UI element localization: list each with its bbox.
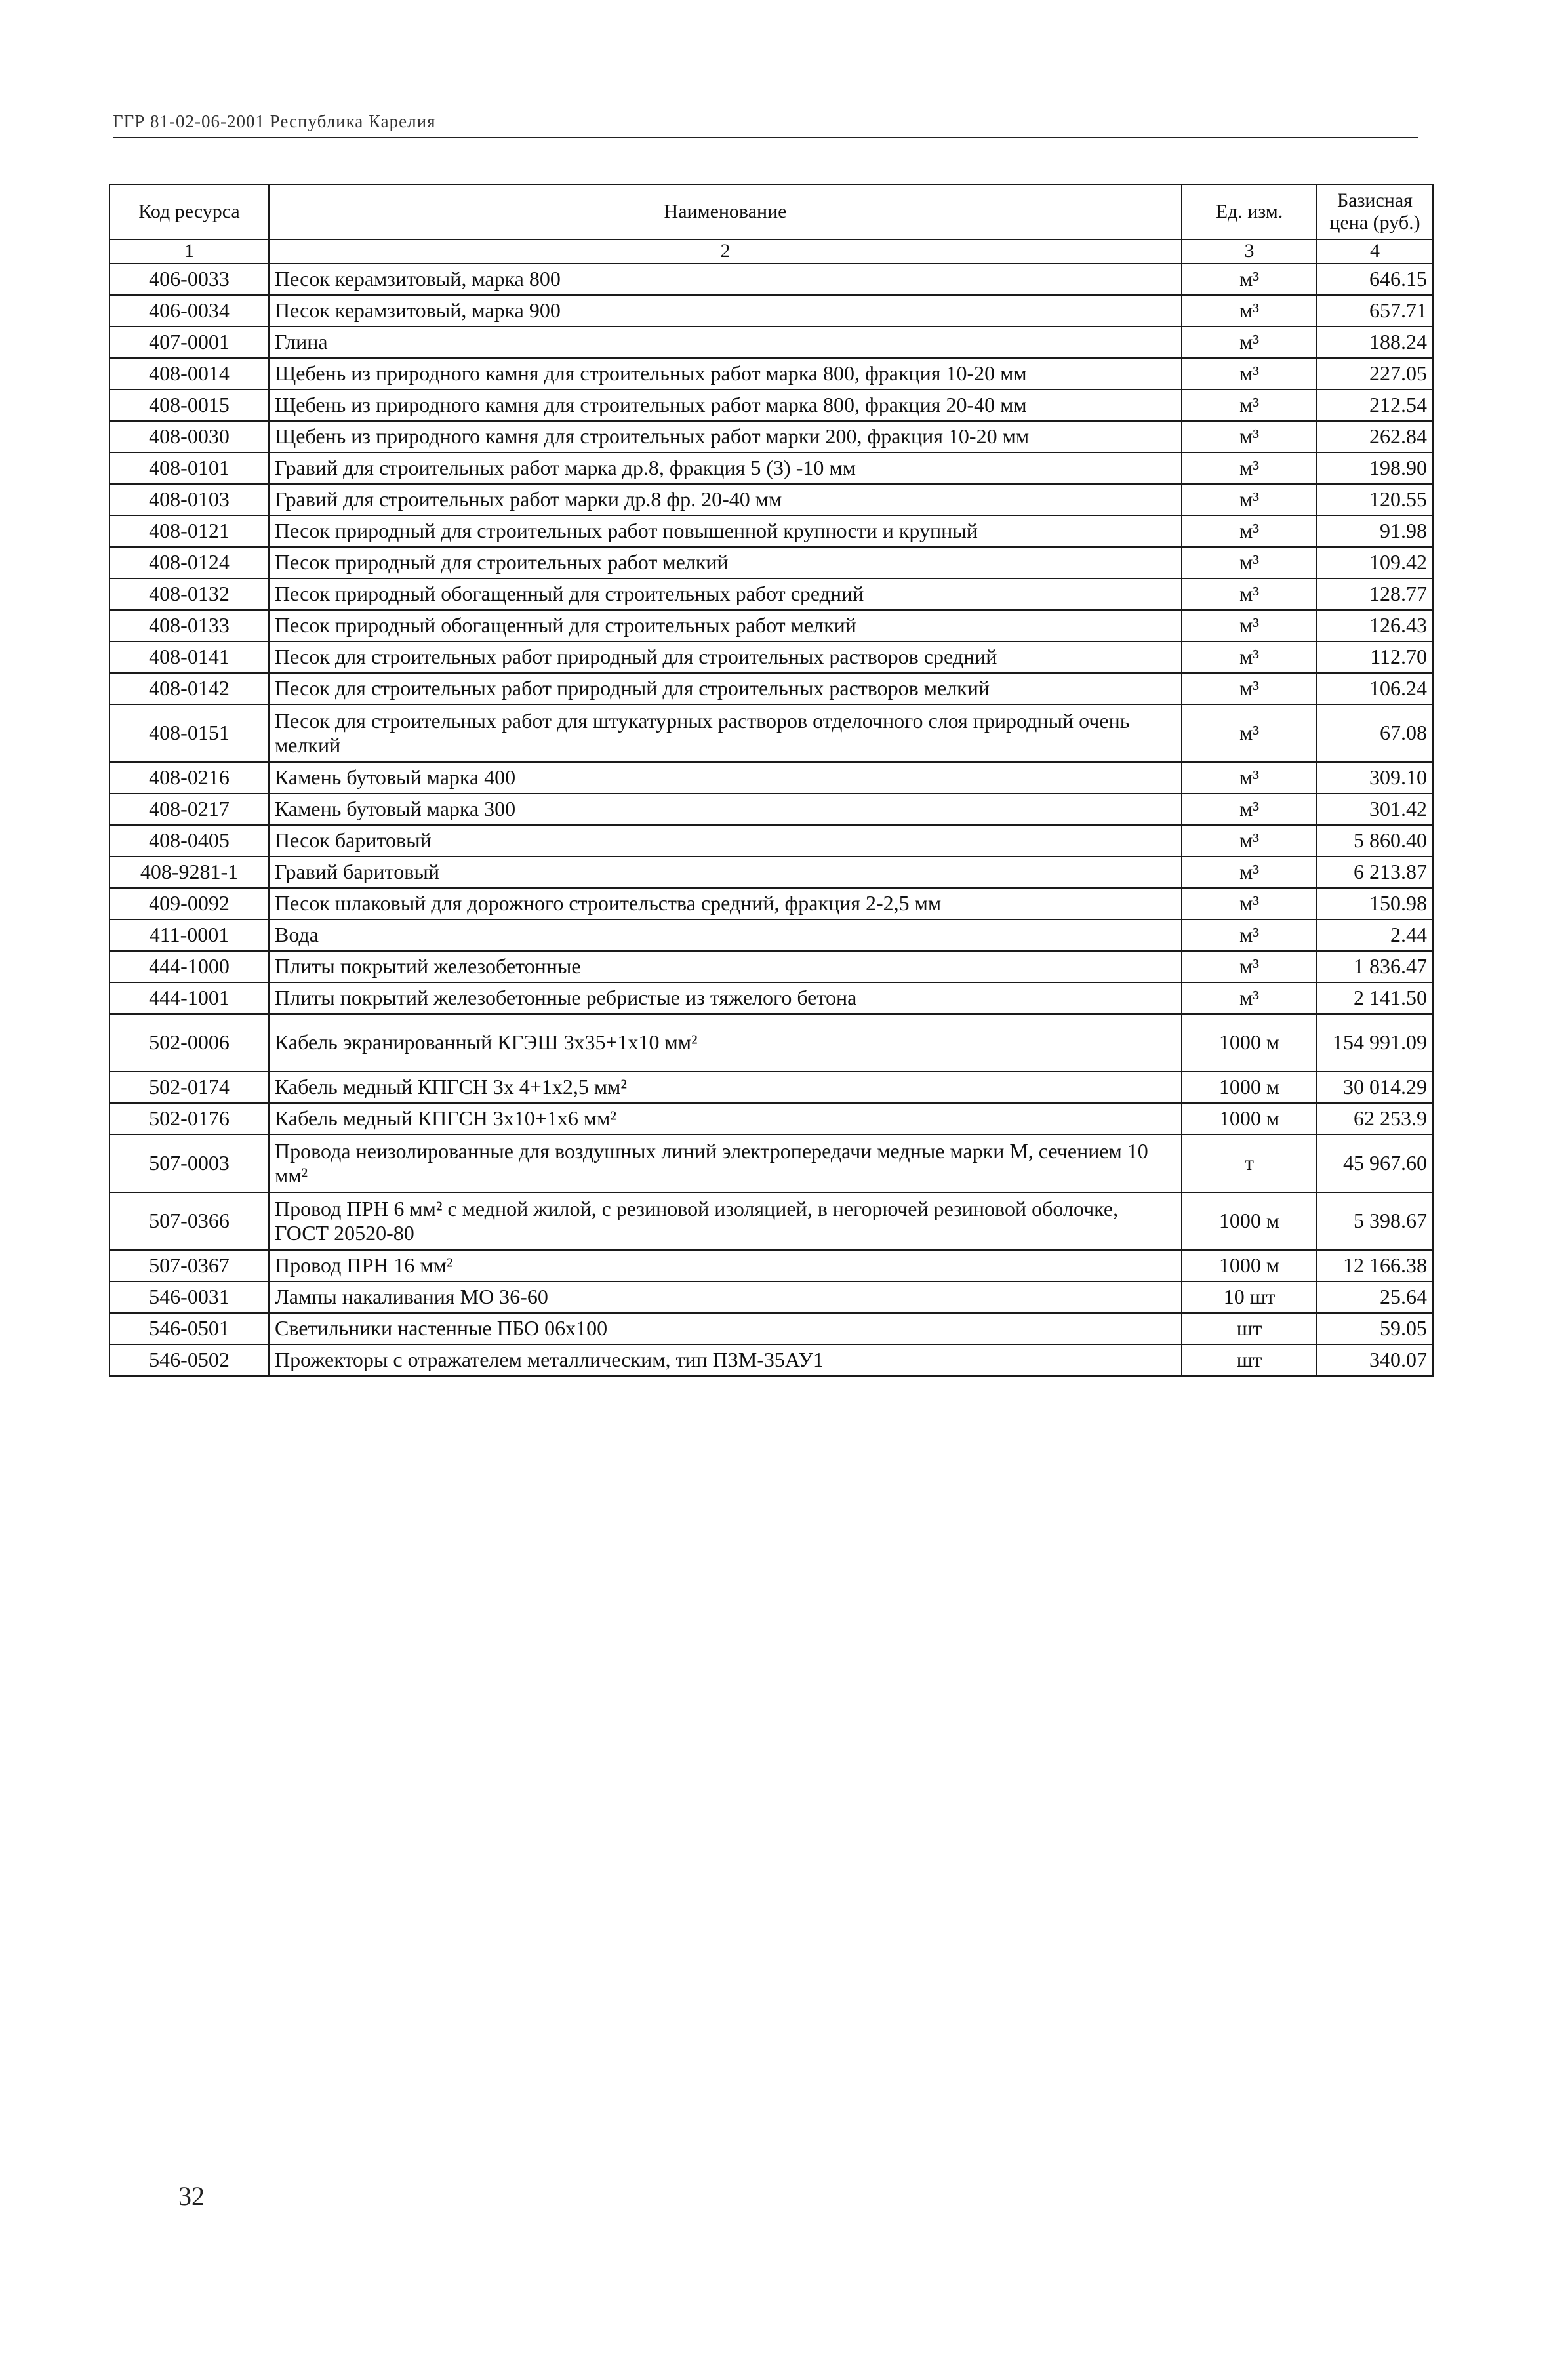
column-number: 4	[1317, 239, 1433, 264]
cell-unit: м³	[1182, 888, 1317, 919]
cell-price: 2 141.50	[1317, 982, 1433, 1014]
cell-code: 408-0121	[110, 515, 269, 547]
cell-name: Плиты покрытий железобетонные	[269, 951, 1182, 982]
cell-name: Провод ПРН 16 мм²	[269, 1250, 1182, 1281]
table-row	[110, 515, 1433, 547]
table-row	[110, 1250, 1433, 1281]
cell-price: 59.05	[1317, 1313, 1433, 1344]
cell-unit: м³	[1182, 794, 1317, 825]
cell-name: Песок природный обогащенный для строительных работ средний	[269, 578, 1182, 610]
cell-price: 309.10	[1317, 762, 1433, 794]
cell-unit: м³	[1182, 982, 1317, 1014]
cell-unit: м³	[1182, 856, 1317, 888]
cell-unit: м³	[1182, 610, 1317, 641]
cell-code: 507-0003	[110, 1135, 269, 1192]
cell-price: 154 991.09	[1317, 1014, 1433, 1072]
table-header-row	[110, 184, 1433, 239]
cell-code: 408-0030	[110, 421, 269, 453]
cell-name: Провода неизолированные для воздушных линий электропередачи медные марки М, сечением 10 мм²	[269, 1135, 1182, 1192]
cell-unit: м³	[1182, 390, 1317, 421]
table-body	[110, 264, 1433, 1376]
cell-price: 646.15	[1317, 264, 1433, 295]
table-row	[110, 578, 1433, 610]
table-row	[110, 1014, 1433, 1072]
cell-unit: 1000 м	[1182, 1250, 1317, 1281]
cell-code: 407-0001	[110, 327, 269, 358]
cell-unit: м³	[1182, 547, 1317, 578]
cell-unit: м³	[1182, 264, 1317, 295]
document-header: ГГР 81-02-06-2001 Республика Карелия	[113, 111, 1418, 138]
resource-price-table	[109, 184, 1434, 1377]
cell-price: 25.64	[1317, 1281, 1433, 1313]
cell-unit: м³	[1182, 453, 1317, 484]
cell-code: 444-1001	[110, 982, 269, 1014]
cell-price: 262.84	[1317, 421, 1433, 453]
cell-name: Вода	[269, 919, 1182, 951]
table-row	[110, 1313, 1433, 1344]
table-row	[110, 1344, 1433, 1376]
cell-name: Глина	[269, 327, 1182, 358]
table-row	[110, 641, 1433, 673]
table-row	[110, 610, 1433, 641]
cell-code: 408-0151	[110, 704, 269, 762]
cell-name: Песок для строительных работ для штукатурных растворов отделочного слоя природный очень мелкий	[269, 704, 1182, 762]
cell-unit: м³	[1182, 919, 1317, 951]
cell-price: 45 967.60	[1317, 1135, 1433, 1192]
cell-unit: м³	[1182, 673, 1317, 704]
table-row	[110, 888, 1433, 919]
cell-unit: м³	[1182, 825, 1317, 856]
page-number: 32	[178, 2181, 205, 2211]
table-row	[110, 762, 1433, 794]
table-row	[110, 327, 1433, 358]
cell-code: 408-0124	[110, 547, 269, 578]
table-row	[110, 264, 1433, 295]
cell-code: 408-0216	[110, 762, 269, 794]
cell-price: 109.42	[1317, 547, 1433, 578]
column-number: 2	[269, 239, 1182, 264]
cell-unit: м³	[1182, 421, 1317, 453]
table-row	[110, 484, 1433, 515]
cell-name: Провод ПРН 6 мм² с медной жилой, с резиновой изоляцией, в негорючей резиновой оболочке, ГОСТ 20520-80	[269, 1192, 1182, 1250]
cell-price: 657.71	[1317, 295, 1433, 327]
cell-name: Гравий для строительных работ марки др.8 фр. 20-40 мм	[269, 484, 1182, 515]
table-row	[110, 547, 1433, 578]
cell-price: 1 836.47	[1317, 951, 1433, 982]
table-row	[110, 453, 1433, 484]
table-row	[110, 421, 1433, 453]
column-number: 3	[1182, 239, 1317, 264]
cell-name: Кабель медный КПГСН 3х 4+1х2,5 мм²	[269, 1072, 1182, 1103]
cell-unit: 10 шт	[1182, 1281, 1317, 1313]
cell-unit: м³	[1182, 704, 1317, 762]
cell-price: 5 398.67	[1317, 1192, 1433, 1250]
column-number-row	[110, 239, 1433, 264]
cell-name: Песок природный обогащенный для строительных работ мелкий	[269, 610, 1182, 641]
cell-name: Песок баритовый	[269, 825, 1182, 856]
cell-price: 227.05	[1317, 358, 1433, 390]
cell-name: Песок для строительных работ природный для строительных растворов средний	[269, 641, 1182, 673]
cell-code: 507-0367	[110, 1250, 269, 1281]
table-row	[110, 856, 1433, 888]
cell-price: 12 166.38	[1317, 1250, 1433, 1281]
table-row	[110, 1192, 1433, 1250]
cell-code: 408-0132	[110, 578, 269, 610]
cell-price: 106.24	[1317, 673, 1433, 704]
cell-price: 5 860.40	[1317, 825, 1433, 856]
cell-name: Песок для строительных работ природный для строительных растворов мелкий	[269, 673, 1182, 704]
column-number: 1	[110, 239, 269, 264]
cell-code: 408-0133	[110, 610, 269, 641]
cell-name: Камень бутовый марка 400	[269, 762, 1182, 794]
cell-code: 408-0015	[110, 390, 269, 421]
cell-code: 408-0101	[110, 453, 269, 484]
cell-unit: м³	[1182, 515, 1317, 547]
cell-price: 128.77	[1317, 578, 1433, 610]
cell-name: Щебень из природного камня для строительных работ марка 800, фракция 20-40 мм	[269, 390, 1182, 421]
table-row	[110, 390, 1433, 421]
cell-price: 198.90	[1317, 453, 1433, 484]
cell-price: 301.42	[1317, 794, 1433, 825]
cell-code: 409-0092	[110, 888, 269, 919]
cell-name: Гравий баритовый	[269, 856, 1182, 888]
table-row	[110, 919, 1433, 951]
cell-unit: 1000 м	[1182, 1103, 1317, 1135]
table-row	[110, 794, 1433, 825]
column-header-name: Наименование	[269, 184, 1182, 239]
cell-price: 112.70	[1317, 641, 1433, 673]
cell-price: 126.43	[1317, 610, 1433, 641]
cell-unit: м³	[1182, 484, 1317, 515]
cell-code: 444-1000	[110, 951, 269, 982]
cell-code: 408-0103	[110, 484, 269, 515]
cell-code: 507-0366	[110, 1192, 269, 1250]
cell-name: Щебень из природного камня для строительных работ марка 800, фракция 10-20 мм	[269, 358, 1182, 390]
table-row	[110, 951, 1433, 982]
table-row	[110, 673, 1433, 704]
cell-unit: м³	[1182, 578, 1317, 610]
cell-name: Камень бутовый марка 300	[269, 794, 1182, 825]
cell-code: 546-0031	[110, 1281, 269, 1313]
cell-price: 212.54	[1317, 390, 1433, 421]
cell-price: 30 014.29	[1317, 1072, 1433, 1103]
cell-price: 67.08	[1317, 704, 1433, 762]
table-row	[110, 1281, 1433, 1313]
cell-code: 408-9281-1	[110, 856, 269, 888]
cell-name: Кабель медный КПГСН 3х10+1х6 мм²	[269, 1103, 1182, 1135]
cell-name: Песок керамзитовый, марка 900	[269, 295, 1182, 327]
cell-unit: 1000 м	[1182, 1072, 1317, 1103]
cell-name: Плиты покрытий железобетонные ребристые из тяжелого бетона	[269, 982, 1182, 1014]
cell-unit: шт	[1182, 1344, 1317, 1376]
cell-code: 408-0014	[110, 358, 269, 390]
table-row	[110, 358, 1433, 390]
cell-code: 546-0502	[110, 1344, 269, 1376]
cell-unit: м³	[1182, 951, 1317, 982]
cell-unit: 1000 м	[1182, 1192, 1317, 1250]
cell-code: 502-0174	[110, 1072, 269, 1103]
column-header-price: Базисная цена (руб.)	[1317, 184, 1433, 239]
table-row	[110, 704, 1433, 762]
cell-unit: т	[1182, 1135, 1317, 1192]
cell-code: 408-0141	[110, 641, 269, 673]
table-row	[110, 1135, 1433, 1192]
cell-code: 546-0501	[110, 1313, 269, 1344]
cell-unit: м³	[1182, 327, 1317, 358]
cell-code: 406-0034	[110, 295, 269, 327]
cell-price: 2.44	[1317, 919, 1433, 951]
cell-unit: м³	[1182, 762, 1317, 794]
cell-name: Светильники настенные ПБО 06х100	[269, 1313, 1182, 1344]
cell-code: 406-0033	[110, 264, 269, 295]
cell-unit: м³	[1182, 295, 1317, 327]
cell-code: 408-0405	[110, 825, 269, 856]
cell-name: Песок шлаковый для дорожного строительства средний, фракция 2-2,5 мм	[269, 888, 1182, 919]
cell-price: 150.98	[1317, 888, 1433, 919]
table-row	[110, 295, 1433, 327]
cell-code: 502-0006	[110, 1014, 269, 1072]
cell-name: Гравий для строительных работ марка др.8, фракция 5 (3) -10 мм	[269, 453, 1182, 484]
cell-code: 408-0142	[110, 673, 269, 704]
cell-unit: шт	[1182, 1313, 1317, 1344]
cell-name: Песок природный для строительных работ мелкий	[269, 547, 1182, 578]
table-row	[110, 1072, 1433, 1103]
cell-unit: 1000 м	[1182, 1014, 1317, 1072]
cell-name: Кабель экранированный КГЭШ 3х35+1х10 мм²	[269, 1014, 1182, 1072]
cell-price: 6 213.87	[1317, 856, 1433, 888]
table-row	[110, 825, 1433, 856]
cell-name: Щебень из природного камня для строительных работ марки 200, фракция 10-20 мм	[269, 421, 1182, 453]
cell-price: 62 253.9	[1317, 1103, 1433, 1135]
cell-unit: м³	[1182, 641, 1317, 673]
cell-price: 120.55	[1317, 484, 1433, 515]
cell-name: Песок керамзитовый, марка 800	[269, 264, 1182, 295]
column-header-code: Код ресурса	[110, 184, 269, 239]
cell-code: 502-0176	[110, 1103, 269, 1135]
cell-code: 408-0217	[110, 794, 269, 825]
cell-price: 188.24	[1317, 327, 1433, 358]
cell-unit: м³	[1182, 358, 1317, 390]
cell-code: 411-0001	[110, 919, 269, 951]
table-row	[110, 1103, 1433, 1135]
cell-name: Прожекторы с отражателем металлическим, тип ПЗМ-35АУ1	[269, 1344, 1182, 1376]
table-row	[110, 982, 1433, 1014]
column-header-unit: Ед. изм.	[1182, 184, 1317, 239]
cell-name: Песок природный для строительных работ повышенной крупности и крупный	[269, 515, 1182, 547]
cell-price: 91.98	[1317, 515, 1433, 547]
cell-price: 340.07	[1317, 1344, 1433, 1376]
cell-name: Лампы накаливания МО 36-60	[269, 1281, 1182, 1313]
